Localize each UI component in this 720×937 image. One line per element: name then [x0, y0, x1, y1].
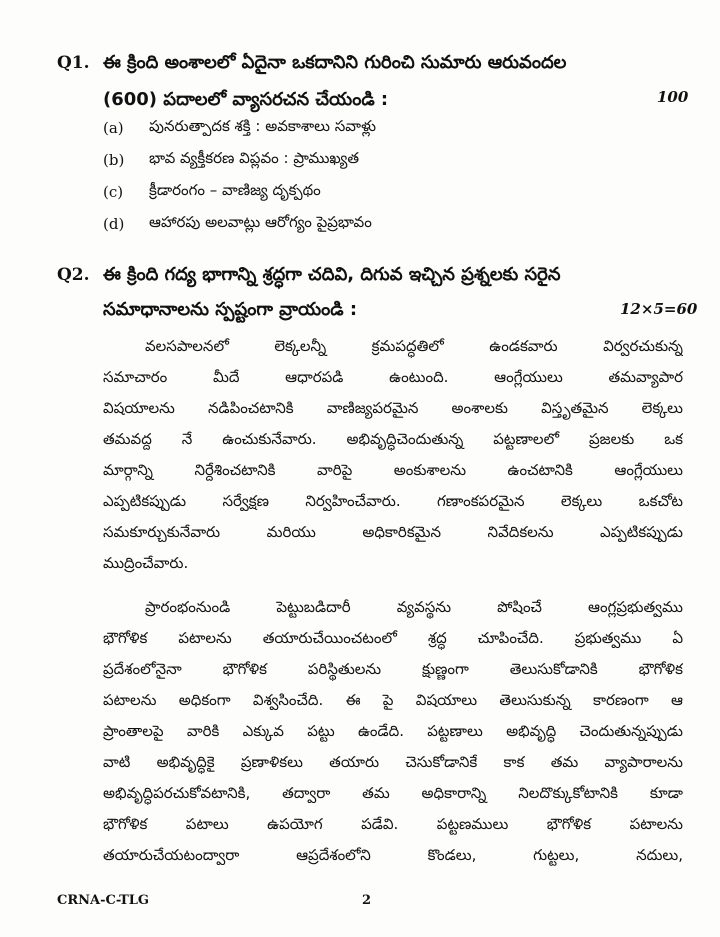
passage-line: ఎప్పటికప్పుడు సర్వేక్షణ నిర్వహించేవారు. గణాంకపరమైన లెక్కలు ఒకచోట	[103, 492, 683, 510]
option-letter: (a)	[103, 119, 124, 137]
passage-line: విషయాలను నడిపించటానికి వాణిజ్యపరమైన అంశాలకు విస్తృతమైన లెక్కలు	[103, 399, 683, 417]
passage-line: వలసపాలనలో లెక్కలన్నీ క్రమపద్ధతిలో ఉండకవారు విర్వరచుకున్న	[145, 337, 683, 355]
passage-line: సమకూర్చుకునేవారు మరియు అధికారికమైన నివేదికలను ఎప్పటికప్పుడు	[103, 523, 683, 541]
q1-number: Q1.	[57, 53, 90, 73]
passage-paragraph-1	[103, 331, 683, 579]
passage-line: ప్రారంభంనుండి పెట్టుబడిదారీ వ్యవస్థను పోషించే ఆంగ్లప్రభుత్వము	[145, 598, 683, 616]
option-letter: (d)	[103, 215, 125, 233]
q1-option-c	[103, 178, 321, 206]
passage-line: సమాచారం మీదే ఆధారపడి ఉంటుంది. ఆంగ్లేయులు తమవ్యాపార	[103, 368, 683, 386]
passage-paragraph-2	[103, 592, 683, 871]
q2-marks: 12×5=60	[620, 300, 698, 318]
passage-line: పటాలను అధికంగా విశ్వసించేది. ఈ పై విషయాలు తెలుసుకున్న కారణంగా ఆ	[103, 691, 683, 709]
passage-line: భౌగోళిక పటాలు ఉపయోగ పడేవి. పట్టణములు భౌగోళిక పటాలను	[103, 815, 683, 833]
paper-code: CRNA-C-TLG	[57, 893, 150, 908]
passage-line: ప్రాంతాలపై వారికి ఎక్కువ పట్టు ఉండేది. పట్టణాలు అభివృద్ధి చెందుతున్నప్పుడు	[103, 722, 683, 740]
passage-line: మార్గాన్ని నిర్దేశించటానికి వారిపై అంకుశాలను ఉంచటానికి ఆంగ్లేయులు	[103, 461, 683, 479]
passage-line: తయారుచేయటంద్వారా ఆప్రదేశంలోని కొండలు, గుట్టలు, నదులు,	[103, 846, 683, 864]
q2-number: Q2.	[57, 265, 90, 285]
option-letter: (b)	[103, 151, 125, 169]
q1-prompt-line1: ఈ క్రింది అంశాలలో ఏదైనా ఒకదానిని గురించి సుమారు ఆరువందల	[103, 52, 567, 73]
option-text: ఆహారపు అలవాట్లు ఆరోగ్యం పైప్రభావం	[149, 213, 372, 231]
option-text: క్రీడారంగం – వాణిజ్య దృక్పథం	[149, 181, 321, 199]
passage-line: అభివృద్ధిపరచుకోవటానికి, తద్వారా తమ అధికారాన్ని నిలదొక్కుకోటానికి కూడా	[103, 784, 683, 802]
option-text: భావ వ్యక్తీకరణ విప్లవం : ప్రాముఖ్యత	[149, 149, 360, 167]
q2-prompt-line1: ఈ క్రింది గద్య భాగాన్ని శ్రద్ధగా చదివి, దిగువ ఇచ్చిన ప్రశ్నలకు సరైన	[103, 264, 561, 285]
page-number: 2	[362, 893, 372, 908]
passage-line: వాటి అభివృద్ధికై ప్రణాళికలు తయారు చెసుకోడానికే కాక తమ వ్యాపారాలను	[103, 753, 683, 771]
option-text: పునరుత్పాదక శక్తి : అవకాశాలు సవాళ్లు	[149, 117, 377, 135]
q1-option-b	[103, 146, 359, 174]
q1-option-d	[103, 210, 372, 238]
option-letter: (c)	[103, 183, 124, 201]
passage-line: ముద్రించేవారు.	[103, 554, 189, 572]
passage-line: భౌగోళిక పటాలను తయారుచేయించటంలో శ్రద్ధ చూపించేది. ప్రభుత్వము ఏ	[103, 629, 683, 647]
q1-marks: 100	[657, 88, 689, 106]
q1-option-a	[103, 114, 376, 142]
q2-prompt-line2: సమాధానాలను స్పష్టంగా వ్రాయండి :	[103, 299, 358, 320]
passage-line: ప్రదేశంలోనైనా భౌగోళిక పరిస్థితులను క్షుణ్ణంగా తెలుసుకోడానికి భౌగోళిక	[103, 660, 683, 678]
q1-prompt-line2: (600) పదాలలో వ్యాసరచన చేయండి :	[103, 89, 389, 110]
passage-line: తమవద్ద నే ఉంచుకునేవారు. అభివృద్ధిచెందుతున్న పట్టణాలలో ప్రజలకు ఒక	[103, 430, 683, 448]
